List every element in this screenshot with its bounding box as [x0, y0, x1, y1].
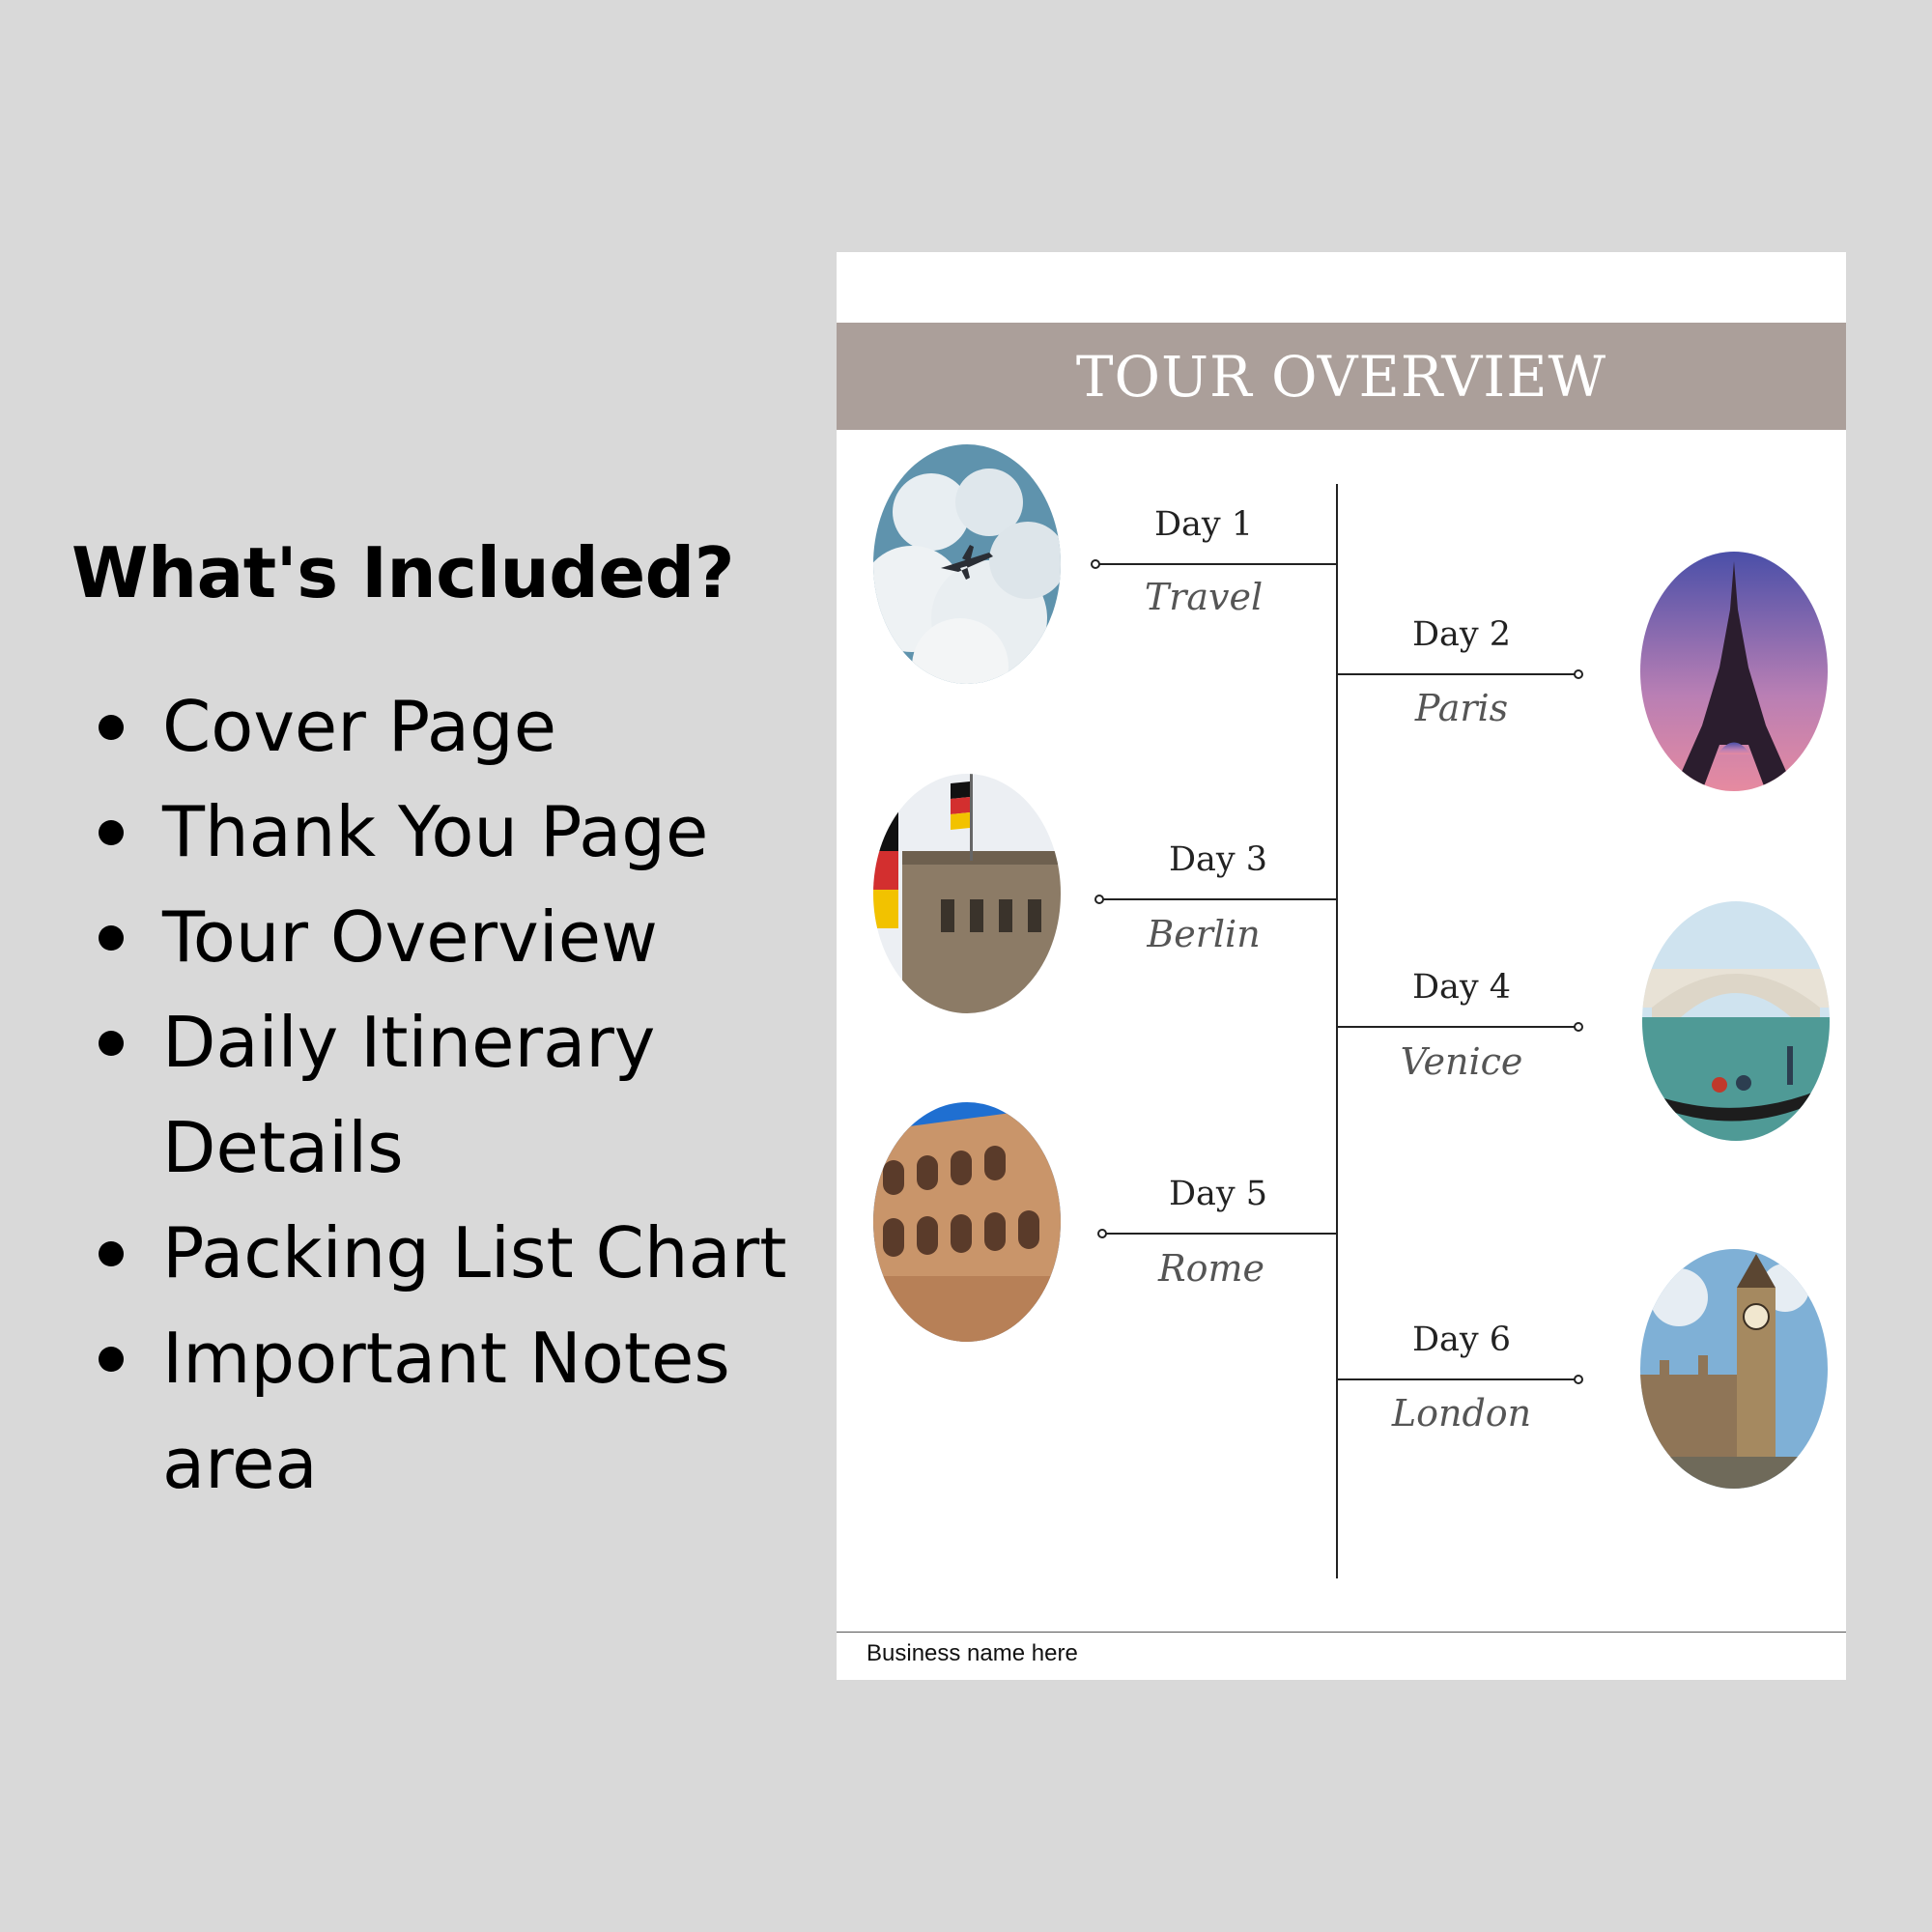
list-item: Packing List Chart	[71, 1201, 790, 1306]
list-item: Daily Itinerary Details	[71, 990, 790, 1201]
list-item: Cover Page	[71, 674, 790, 780]
bullet-icon	[99, 820, 124, 845]
timeline-branch	[1094, 563, 1336, 565]
timeline-branch	[1338, 1026, 1579, 1028]
city-label: Venice	[1400, 1040, 1523, 1083]
branch-end-dot	[1091, 559, 1100, 569]
timeline-branch	[1338, 1378, 1579, 1380]
bullet-icon	[99, 1031, 124, 1056]
tour-overview-page	[837, 252, 1846, 1680]
branch-end-dot	[1574, 669, 1583, 679]
airplane-icon	[873, 444, 1061, 684]
colosseum-photo	[873, 1102, 1061, 1342]
bullet-icon	[99, 1347, 124, 1372]
bullet-icon	[99, 1241, 124, 1266]
branch-end-dot	[1097, 1229, 1107, 1238]
flag-building-icon	[873, 774, 1061, 1013]
branch-end-dot	[1574, 1022, 1583, 1032]
city-label: London	[1391, 1392, 1532, 1435]
day-label: Day 5	[1168, 1175, 1268, 1213]
list-item: Thank You Page	[71, 780, 790, 885]
city-label: Travel	[1144, 576, 1264, 618]
list-item: Tour Overview	[71, 885, 790, 990]
branch-end-dot	[1094, 895, 1104, 904]
whats-included-section	[71, 529, 806, 1517]
day-label: Day 4	[1411, 968, 1512, 1007]
business-name: Business name here	[867, 1640, 1078, 1666]
timeline-spine	[1336, 484, 1338, 1578]
colosseum-icon	[873, 1102, 1061, 1342]
big-ben-icon	[1640, 1249, 1828, 1489]
day-label: Day 3	[1168, 840, 1268, 879]
bullet-icon	[99, 925, 124, 951]
bullet-icon	[99, 715, 124, 740]
day-label: Day 2	[1411, 615, 1512, 654]
gondola-icon	[1642, 901, 1830, 1141]
list-item: Important Notes area	[71, 1306, 790, 1517]
rialto-gondola-photo	[1642, 901, 1830, 1141]
airplane-in-clouds-photo	[873, 444, 1061, 684]
page-title: TOUR OVERVIEW	[1075, 343, 1607, 410]
city-label: Paris	[1414, 687, 1509, 729]
branch-end-dot	[1574, 1375, 1583, 1384]
reichstag-flag-photo	[873, 774, 1061, 1013]
day-label: Day 6	[1411, 1321, 1512, 1359]
footer-divider	[837, 1632, 1846, 1633]
eiffel-tower-icon	[1640, 552, 1828, 791]
big-ben-photo	[1640, 1249, 1828, 1489]
timeline-branch	[1101, 1233, 1336, 1235]
day-label: Day 1	[1153, 505, 1254, 544]
city-label: Berlin	[1147, 913, 1261, 955]
timeline-branch	[1338, 673, 1579, 675]
timeline-branch	[1098, 898, 1336, 900]
whats-included-heading: What's Included?	[71, 532, 734, 613]
eiffel-tower-photo	[1640, 552, 1828, 791]
included-list	[71, 674, 806, 1517]
city-label: Rome	[1157, 1247, 1264, 1290]
title-banner	[837, 323, 1846, 430]
